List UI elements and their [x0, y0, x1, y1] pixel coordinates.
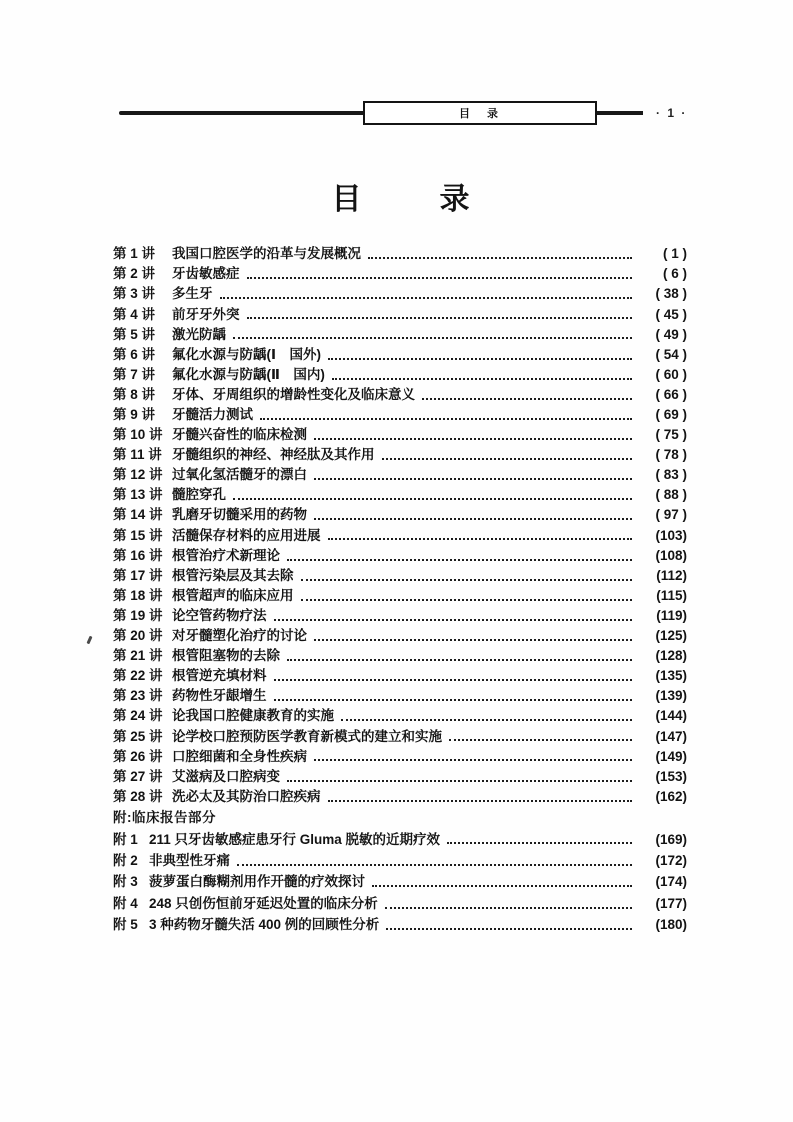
- toc-row-title: 211 只牙齿敏感症患牙行 Gluma 脱敏的近期疗效: [149, 831, 441, 847]
- dot-leader: [447, 842, 632, 844]
- toc-row-label: 第 23 讲: [113, 688, 163, 704]
- toc-row-title: 我国口腔医学的沿革与发展概况: [172, 246, 361, 262]
- running-header: [119, 100, 687, 126]
- toc-row-page: ( 1 ): [662, 246, 687, 262]
- toc-row-label: 第 28 讲: [113, 788, 163, 804]
- toc-row: [113, 704, 687, 724]
- dot-leader: [341, 719, 632, 721]
- toc-row: [113, 302, 687, 322]
- toc-row-page: (180): [655, 917, 687, 933]
- toc-row: [113, 423, 687, 443]
- dot-leader: [449, 739, 632, 741]
- toc-row-title: 牙齿敏感症: [172, 266, 240, 282]
- dot-leader: [274, 679, 633, 681]
- toc-row-page: ( 66 ): [655, 386, 687, 402]
- dot-leader: [328, 358, 632, 360]
- dot-leader: [301, 579, 633, 581]
- toc-row-label: 第 17 讲: [113, 567, 163, 583]
- toc-row-label: 第 4 讲: [113, 306, 156, 322]
- toc-row-label: 附 3: [113, 874, 138, 890]
- toc-row: [113, 363, 687, 383]
- toc-row-label: 第 26 讲: [113, 748, 163, 764]
- toc-row-label: 第 27 讲: [113, 768, 163, 784]
- appendix-section-heading-row: [113, 805, 687, 826]
- toc-row-label: 附 2: [113, 852, 138, 868]
- toc-row-label: 第 16 讲: [113, 547, 163, 563]
- toc-row: [113, 503, 687, 523]
- dot-leader: [314, 478, 632, 480]
- toc-row-label: 第 19 讲: [113, 607, 163, 623]
- dot-leader: [287, 780, 632, 782]
- header-page-number: · 1 ·: [656, 106, 688, 120]
- toc-row-title: 氟化水源与防龋(Ⅱ 国内): [172, 366, 325, 382]
- toc-row-label: 第 10 讲: [113, 427, 163, 443]
- page-title: 目 录: [331, 183, 476, 216]
- dot-leader: [328, 538, 633, 540]
- toc-row-title: 前牙牙外突: [172, 306, 240, 322]
- toc-row: [113, 724, 687, 744]
- toc-row: [113, 523, 687, 543]
- toc-row-page: ( 60 ): [655, 366, 687, 382]
- dot-leader: [328, 800, 633, 802]
- toc-row-page: (169): [655, 831, 687, 847]
- toc-row-title: 药物性牙龈增生: [172, 688, 267, 704]
- dot-leader: [385, 907, 632, 909]
- toc-row-title: 248 只创伤恒前牙延迟处置的临床分析: [149, 895, 378, 911]
- toc-row-title: 洗必太及其防治口腔疾病: [172, 788, 321, 804]
- toc-row-label: 附 4: [113, 895, 138, 911]
- toc-row-label: 第 2 讲: [113, 266, 156, 282]
- dot-leader: [247, 317, 633, 319]
- toc-row-label: 第 12 讲: [113, 467, 163, 483]
- toc-row-page: ( 97 ): [655, 507, 687, 523]
- toc-row-title: 口腔细菌和全身性疾病: [172, 748, 307, 764]
- dot-leader: [314, 759, 632, 761]
- toc-row-page: ( 75 ): [655, 427, 687, 443]
- dot-leader: [372, 885, 632, 887]
- toc-row-title: 论我国口腔健康教育的实施: [172, 708, 334, 724]
- toc-row: [113, 869, 687, 890]
- toc-row-title: 非典型性牙痛: [149, 852, 230, 868]
- toc-row-label: 第 11 讲: [113, 447, 162, 463]
- dot-leader: [287, 659, 632, 661]
- dot-leader: [274, 619, 633, 621]
- toc-row: [113, 584, 687, 604]
- toc-row-page: ( 54 ): [655, 346, 687, 362]
- toc-row-title: 多生牙: [172, 286, 213, 302]
- toc-row-title: 论空管药物疗法: [172, 607, 267, 623]
- toc-row-page: ( 45 ): [655, 306, 687, 322]
- toc-row-label: 第 15 讲: [113, 527, 163, 543]
- toc-row-label: 第 13 讲: [113, 487, 163, 503]
- toc-row-label: 第 9 讲: [113, 407, 156, 422]
- dot-leader: [301, 599, 633, 601]
- dot-leader: [368, 257, 632, 259]
- toc-row-title: 牙体、牙周组织的增龄性变化及临床意义: [172, 386, 415, 402]
- dot-leader: [260, 418, 632, 420]
- toc-row-label: 第 14 讲: [113, 507, 163, 523]
- toc-row-label: 附 5: [113, 917, 138, 933]
- toc-row: [113, 847, 687, 868]
- dot-leader: [237, 864, 632, 866]
- toc-row-title: 根管污染层及其去除: [172, 567, 294, 583]
- header-rule-right: [597, 111, 643, 115]
- toc-row: [113, 282, 687, 302]
- dot-leader: [233, 337, 632, 339]
- toc-row: [113, 644, 687, 664]
- header-rule-left: [119, 111, 363, 115]
- toc-row-label: 第 20 讲: [113, 628, 163, 644]
- dot-leader: [314, 438, 632, 440]
- toc-row-title: 过氧化氢活髓牙的漂白: [172, 467, 307, 483]
- dot-leader: [314, 518, 632, 520]
- toc-row: [113, 564, 687, 584]
- toc-row-label: 附 1: [113, 831, 138, 847]
- toc-row-page: (147): [655, 728, 687, 744]
- toc-row-label: 第 7 讲: [113, 366, 156, 382]
- toc-row-title: 艾滋病及口腔病变: [172, 768, 280, 784]
- toc-row-page: (153): [655, 768, 687, 784]
- toc-row-title: 氟化水源与防龋(Ⅰ 国外): [172, 346, 322, 362]
- toc-row: [113, 664, 687, 684]
- toc-row-page: (174): [655, 874, 687, 890]
- toc-row-label: 第 3 讲: [113, 286, 156, 302]
- toc-row-page: (162): [655, 788, 687, 804]
- header-box: [363, 101, 597, 125]
- toc-row-title: 牙髓活力测试: [172, 407, 253, 422]
- toc-row: [113, 604, 687, 624]
- toc-row-page: (128): [655, 648, 687, 664]
- toc-row-label: 第 8 讲: [113, 386, 156, 402]
- toc-row-page: ( 78 ): [655, 447, 687, 463]
- toc-row-label: 第 5 讲: [113, 326, 156, 342]
- toc-row-page: (112): [656, 567, 687, 583]
- toc-row-page: (115): [656, 587, 687, 603]
- toc-row-label: 第 22 讲: [113, 668, 163, 684]
- toc-row-label: 第 18 讲: [113, 587, 163, 603]
- toc-row-title: 牙髓兴奋性的临床检测: [172, 427, 307, 443]
- toc-row: [113, 764, 687, 784]
- toc-row: [113, 543, 687, 563]
- appendix-section-heading: 附:临床报告部分: [113, 810, 216, 826]
- toc-row-page: (139): [655, 688, 687, 704]
- toc-row-page: ( 6 ): [662, 266, 687, 282]
- toc-row: [113, 242, 687, 262]
- toc-row-page: ( 38 ): [655, 286, 687, 302]
- toc-row: [113, 785, 687, 805]
- toc-row-label: 第 21 讲: [113, 648, 163, 664]
- toc-row-title: 牙髓组织的神经、神经肽及其作用: [172, 447, 375, 463]
- dot-leader: [274, 699, 633, 701]
- toc-row: [113, 383, 687, 403]
- scan-artifact: [87, 636, 93, 645]
- toc-row-title: 激光防龋: [172, 326, 226, 342]
- toc-row-page: ( 69 ): [655, 407, 687, 422]
- dot-leader: [386, 928, 632, 930]
- toc-row: [113, 684, 687, 704]
- header-box-title: 目 录: [459, 108, 501, 120]
- toc-row: [113, 262, 687, 282]
- toc-row-page: (149): [655, 748, 687, 764]
- toc-row-page: (125): [655, 628, 687, 644]
- toc-row-page: (144): [655, 708, 687, 724]
- toc-row: [113, 342, 687, 362]
- dot-leader: [422, 398, 632, 400]
- toc-row: [113, 744, 687, 764]
- toc-row-label: 第 24 讲: [113, 708, 163, 724]
- toc-row-page: (177): [655, 895, 687, 911]
- toc-row: [113, 463, 687, 483]
- toc-row-title: 根管逆充填材料: [172, 668, 267, 684]
- toc-row: [113, 826, 687, 847]
- toc-row: [113, 403, 687, 423]
- dot-leader: [314, 639, 632, 641]
- toc-row-page: (119): [656, 607, 687, 623]
- toc-row-title: 论学校口腔预防医学教育新模式的建立和实施: [172, 728, 442, 744]
- dot-leader: [332, 378, 632, 380]
- toc-row: [113, 624, 687, 644]
- toc-row-title: 活髓保存材料的应用进展: [172, 527, 321, 543]
- toc-row-title: 菠萝蛋白酶糊剂用作开髓的疗效探讨: [149, 874, 365, 890]
- toc-row-page: (135): [655, 668, 687, 684]
- toc-row-title: 乳磨牙切髓采用的药物: [172, 507, 307, 523]
- toc-row-title: 根管治疗术新理论: [172, 547, 280, 563]
- toc-row-page: (172): [655, 852, 687, 868]
- toc-row: [113, 912, 687, 933]
- toc-row-title: 髓腔穿孔: [172, 487, 226, 503]
- toc-row-label: 第 25 讲: [113, 728, 163, 744]
- dot-leader: [382, 458, 633, 460]
- toc-row: [113, 890, 687, 911]
- toc-list: [113, 242, 687, 933]
- dot-leader: [233, 498, 632, 500]
- toc-row: [113, 322, 687, 342]
- toc-row-title: 对牙髓塑化治疗的讨论: [172, 628, 307, 644]
- dot-leader: [247, 277, 633, 279]
- toc-row-page: (103): [655, 527, 687, 543]
- toc-row-label: 第 1 讲: [113, 246, 156, 262]
- toc-row-page: ( 88 ): [655, 487, 687, 503]
- toc-row: [113, 483, 687, 503]
- toc-row-page: ( 83 ): [655, 467, 687, 483]
- dot-leader: [220, 297, 633, 299]
- dot-leader: [287, 559, 632, 561]
- toc-row-title: 根管阻塞物的去除: [172, 648, 280, 664]
- toc-row-page: ( 49 ): [655, 326, 687, 342]
- toc-row-title: 3 种药物牙髓失活 400 例的回顾性分析: [149, 917, 380, 933]
- toc-row-title: 根管超声的临床应用: [172, 587, 294, 603]
- toc-row-label: 第 6 讲: [113, 346, 156, 362]
- toc-row: [113, 443, 687, 463]
- toc-row-page: (108): [655, 547, 687, 563]
